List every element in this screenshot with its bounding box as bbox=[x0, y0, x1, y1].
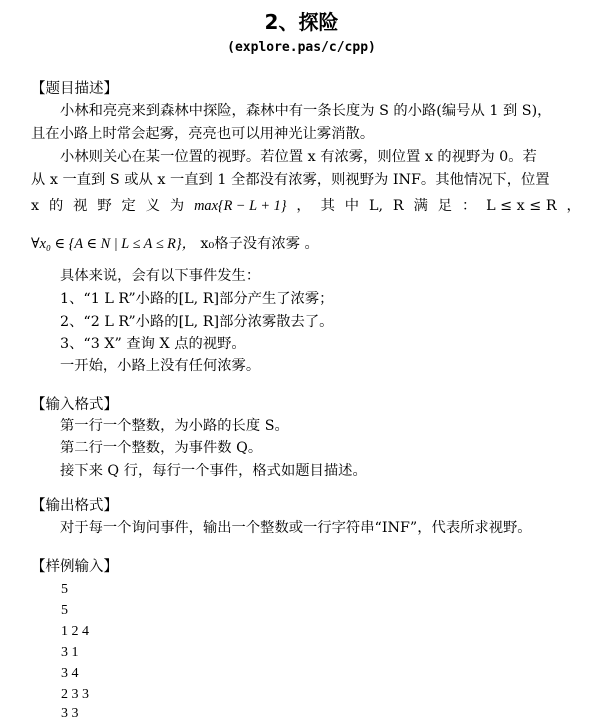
input-format-line: 第一行一个整数，为小路的长度 S。 bbox=[60, 418, 289, 434]
word: 视 bbox=[73, 198, 88, 214]
event-item: 1、“1 L R”小路的[L, R]部分产生了浓雾； bbox=[60, 291, 334, 307]
word: 足 bbox=[437, 198, 453, 214]
initial-state-text: 一开始，小路上没有任何浓雾。 bbox=[60, 358, 261, 374]
sample-input-header: 【样例输入】 bbox=[31, 559, 118, 575]
view-formula: max{R − L + 1} bbox=[194, 198, 287, 214]
events-intro: 具体来说，会有以下事件发生： bbox=[60, 268, 261, 284]
sample-input-line: 3 4 bbox=[61, 666, 79, 681]
no-fog-text: x₀格子没有浓雾 。 bbox=[200, 236, 319, 252]
condition-formula: L ≤ x ≤ R bbox=[486, 198, 557, 214]
description-p2-line3 bbox=[31, 196, 581, 216]
description-header: 【题目描述】 bbox=[31, 81, 118, 97]
sample-input-line: 2 3 3 bbox=[61, 687, 89, 702]
sample-input-line: 3 3 bbox=[61, 706, 79, 721]
description-p2-line4 bbox=[31, 234, 319, 254]
output-format-header: 【输出格式】 bbox=[31, 498, 118, 514]
word: L, bbox=[368, 198, 384, 214]
word: 野 bbox=[97, 198, 112, 214]
word: ： bbox=[461, 198, 477, 214]
sample-input-line: 5 bbox=[61, 582, 68, 597]
problem-file-names: (explore.pas/c/cpp) bbox=[227, 40, 376, 55]
description-p2-line2: 从 x 一直到 S 或从 x 一直到 1 全都没有浓雾，则视野为 INF。其他情况下，位置 bbox=[31, 172, 550, 188]
problem-title: 2、探险 bbox=[264, 10, 339, 34]
description-p1-line2: 且在小路上时常会起雾，亮亮也可以用神光让雾消散。 bbox=[31, 126, 375, 142]
word: ， bbox=[296, 198, 311, 214]
word: 其 bbox=[320, 198, 335, 214]
word: 义 bbox=[145, 198, 161, 214]
input-format-line: 第二行一个整数，为事件数 Q。 bbox=[60, 440, 263, 456]
word: R bbox=[392, 198, 404, 214]
sample-input-line: 1 2 4 bbox=[61, 624, 89, 639]
input-format-header: 【输入格式】 bbox=[31, 397, 118, 413]
sample-input-line: 3 1 bbox=[61, 645, 79, 660]
word: 为 bbox=[169, 198, 185, 214]
event-item: 3、“3 X” 查询 X 点的视野。 bbox=[60, 336, 246, 352]
input-format-line: 接下来 Q 行，每行一个事件，格式如题目描述。 bbox=[60, 463, 367, 479]
sample-input-line: 5 bbox=[61, 603, 68, 618]
word: 定 bbox=[121, 198, 136, 214]
set-formula: ∀x₀ ∈ {A ∈ N | L ≤ A ≤ R}， bbox=[31, 236, 196, 252]
word: x bbox=[31, 198, 40, 214]
description-p2-line1: 小林则关心在某一位置的视野。若位置 x 有浓雾，则位置 x 的视野为 0。若 bbox=[60, 149, 537, 165]
word: 满 bbox=[413, 198, 428, 214]
event-item: 2、“2 L R”小路的[L, R]部分浓雾散去了。 bbox=[60, 314, 334, 330]
word: 中 bbox=[344, 198, 360, 214]
output-format-line: 对于每一个询问事件，输出一个整数或一行字符串“INF”，代表所求视野。 bbox=[60, 520, 532, 536]
word: 的 bbox=[48, 198, 64, 214]
description-p1-line1: 小林和亮亮来到森林中探险，森林中有一条长度为 S 的小路(编号从 1 到 S)， bbox=[60, 103, 552, 119]
word: ， bbox=[566, 198, 581, 214]
